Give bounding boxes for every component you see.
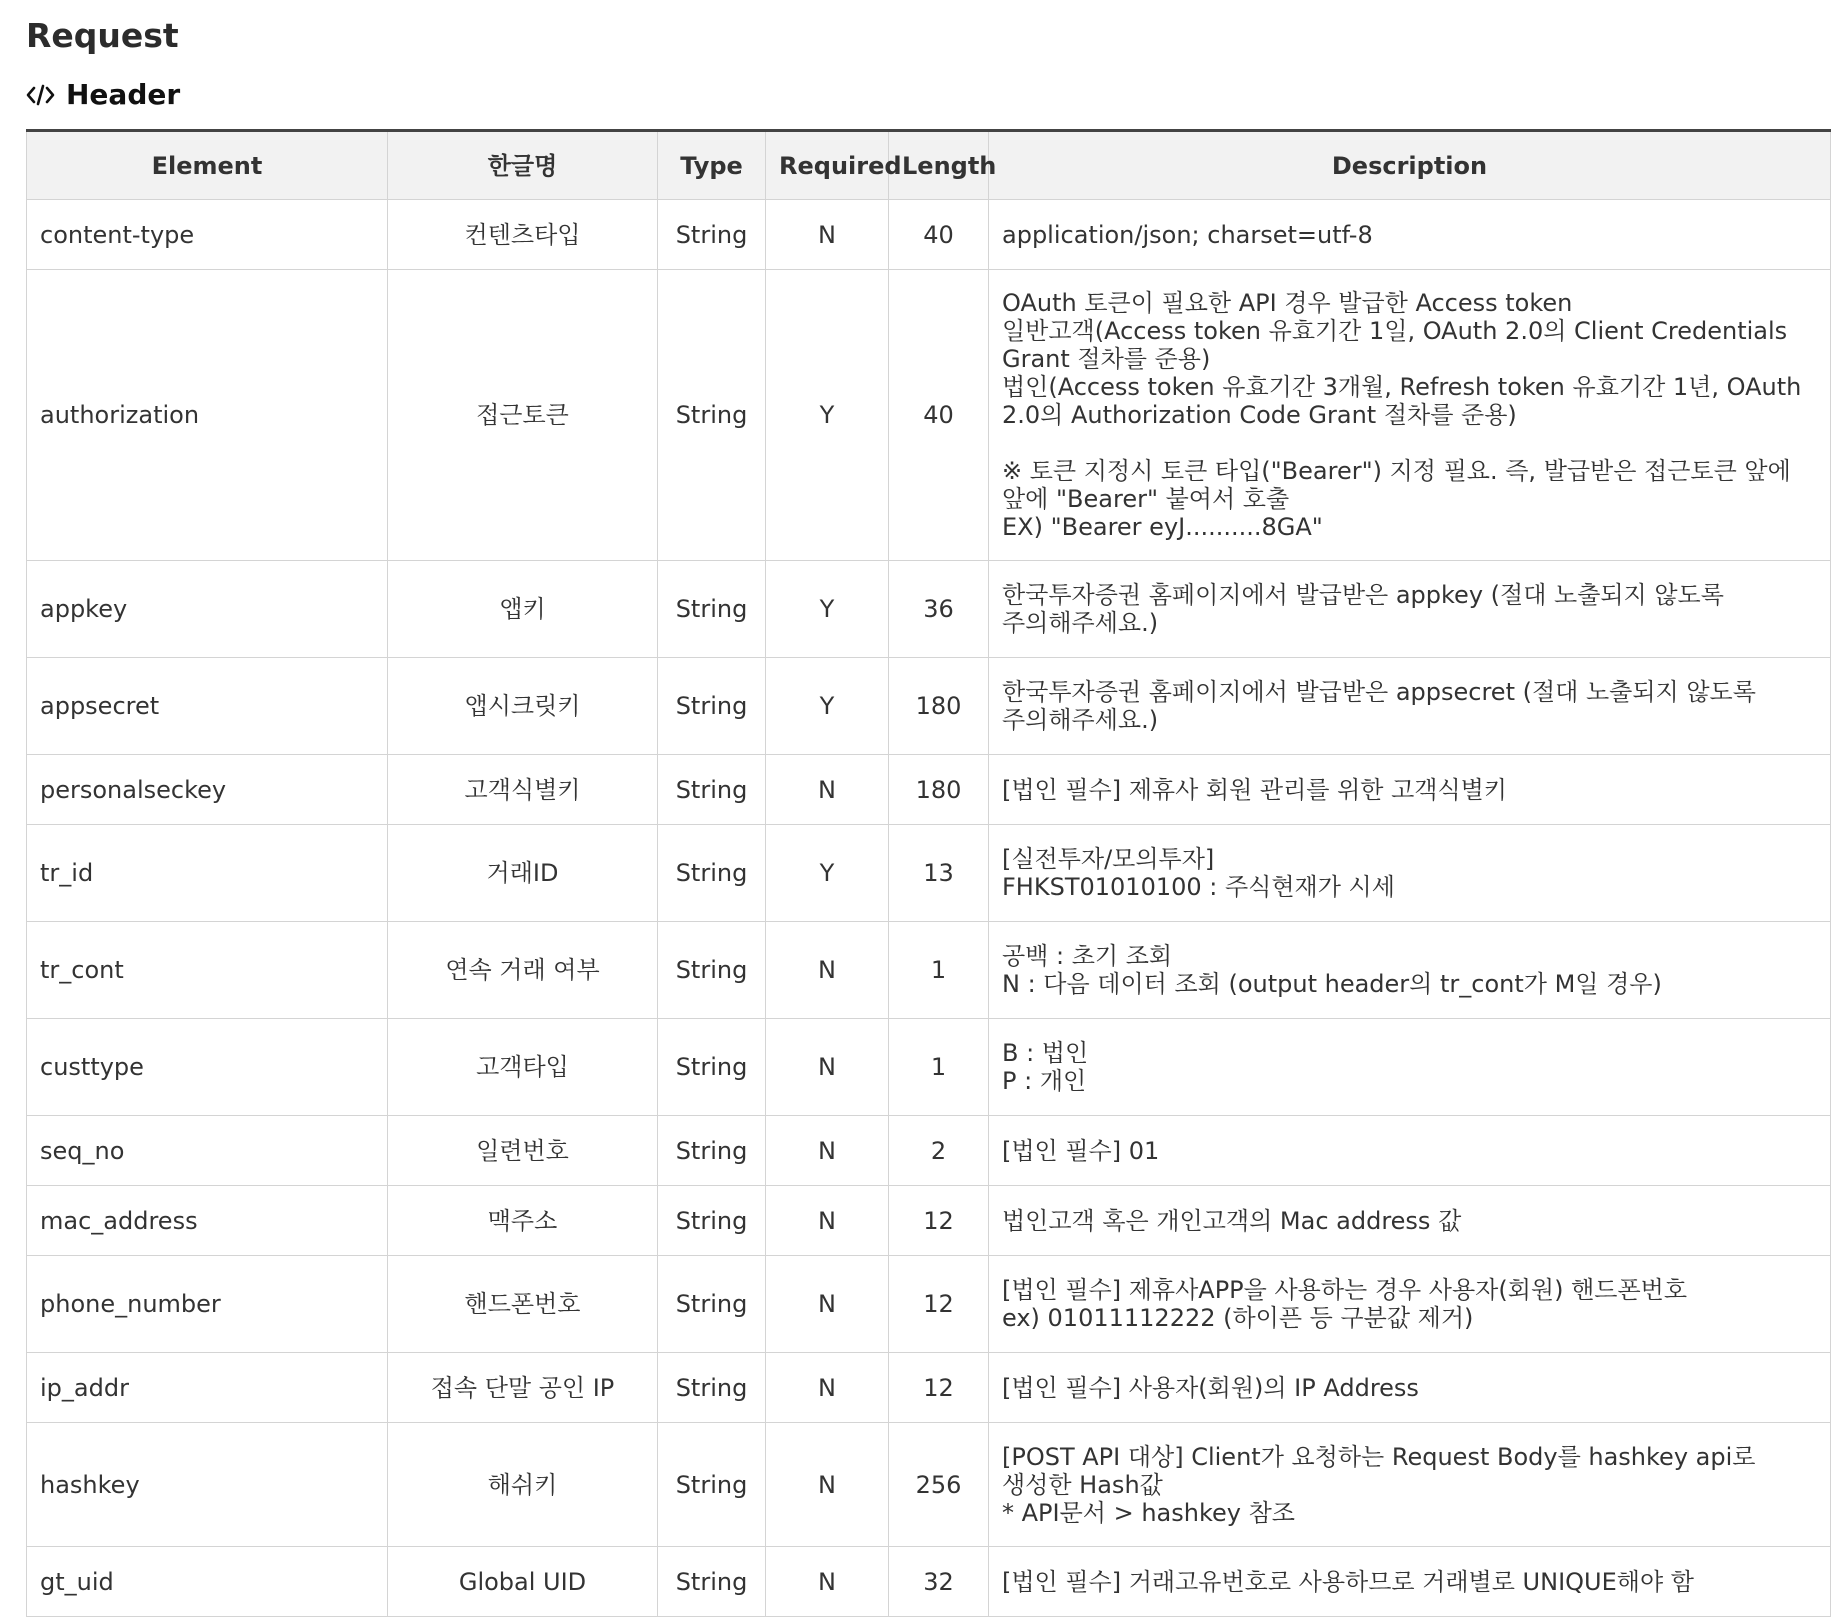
description-line: [법인 필수] 거래고유번호로 사용하므로 거래별로 UNIQUE해야 함 [1002, 1567, 1694, 1596]
description-line: N : 다음 데이터 조회 (output header의 tr_cont가 M일 경우) [1002, 970, 1662, 998]
cell-element: tr_cont [27, 922, 388, 1019]
page-title: Request [26, 16, 179, 55]
cell-element: appsecret [27, 658, 388, 755]
table-row [27, 270, 1831, 561]
cell-description [989, 561, 1831, 658]
cell-required: N [766, 1186, 889, 1256]
description-line: [법인 필수] 제휴사 회원 관리를 위한 고객식별키 [1002, 775, 1507, 804]
cell-required: N [766, 755, 889, 825]
cell-korean-name: Global UID [388, 1547, 658, 1617]
description-line: P : 개인 [1002, 1067, 1087, 1095]
section-title: Header [66, 78, 181, 111]
cell-length: 12 [889, 1353, 989, 1423]
description-line: ※ 토큰 지정시 토큰 타입("Bearer") 지정 필요. 즉, 발급받은 접근토큰 앞에 앞에 "Bearer" 붙여서 호출 [1002, 457, 1791, 513]
table-row [27, 922, 1831, 1019]
table-row [27, 658, 1831, 755]
cell-korean-name: 고객타입 [388, 1019, 658, 1116]
column-header-required: Required [766, 131, 889, 200]
cell-element: tr_id [27, 825, 388, 922]
cell-korean-name: 해쉬키 [388, 1423, 658, 1547]
cell-type: String [658, 1116, 766, 1186]
description-line: 일반고객(Access token 유효기간 1일, OAuth 2.0의 Client Credentials Grant 절차를 준용) [1002, 317, 1788, 373]
description-line: * API문서 > hashkey 참조 [1002, 1498, 1295, 1527]
cell-type: String [658, 658, 766, 755]
cell-element: seq_no [27, 1116, 388, 1186]
header-table [26, 129, 1831, 1617]
cell-length: 1 [889, 922, 989, 1019]
description-line: [법인 필수] 01 [1002, 1136, 1160, 1165]
cell-length: 180 [889, 755, 989, 825]
description-line: 공백 : 초기 조회 [1002, 942, 1173, 970]
cell-length: 32 [889, 1547, 989, 1617]
cell-type: String [658, 825, 766, 922]
table-row [27, 200, 1831, 270]
table-row [27, 1116, 1831, 1186]
code-icon [26, 84, 56, 106]
cell-required: N [766, 1353, 889, 1423]
cell-required: N [766, 1256, 889, 1353]
cell-element: personalseckey [27, 755, 388, 825]
cell-element: content-type [27, 200, 388, 270]
table-header-row [27, 131, 1831, 200]
description-line: 한국투자증권 홈페이지에서 발급받은 appkey (절대 노출되지 않도록 주의해주세요.) [1002, 581, 1724, 637]
table-row [27, 1423, 1831, 1547]
cell-element: authorization [27, 270, 388, 561]
table-row [27, 1547, 1831, 1617]
cell-korean-name: 핸드폰번호 [388, 1256, 658, 1353]
cell-element: gt_uid [27, 1547, 388, 1617]
description-line: OAuth 토큰이 필요한 API 경우 발급한 Access token [1002, 289, 1573, 317]
cell-required: Y [766, 561, 889, 658]
cell-length: 13 [889, 825, 989, 922]
column-header-description: Description [989, 131, 1831, 200]
cell-description [989, 1019, 1831, 1116]
cell-element: custtype [27, 1019, 388, 1116]
cell-description [989, 1423, 1831, 1547]
table-row [27, 1019, 1831, 1116]
description-line: [POST API 대상] Client가 요청하는 Request Body를 hashkey api로 생성한 Hash값 [1002, 1442, 1756, 1499]
cell-required: Y [766, 658, 889, 755]
cell-required: N [766, 200, 889, 270]
cell-type: String [658, 200, 766, 270]
cell-korean-name: 고객식별키 [388, 755, 658, 825]
cell-length: 40 [889, 270, 989, 561]
cell-korean-name: 연속 거래 여부 [388, 922, 658, 1019]
cell-type: String [658, 1353, 766, 1423]
table-row [27, 1256, 1831, 1353]
cell-required: N [766, 1423, 889, 1547]
description-line: [법인 필수] 사용자(회원)의 IP Address [1002, 1373, 1419, 1402]
cell-description [989, 825, 1831, 922]
cell-korean-name: 앱시크릿키 [388, 658, 658, 755]
table-row [27, 1353, 1831, 1423]
cell-type: String [658, 755, 766, 825]
column-header-length: Length [889, 131, 989, 200]
cell-element: mac_address [27, 1186, 388, 1256]
cell-length: 36 [889, 561, 989, 658]
cell-length: 2 [889, 1116, 989, 1186]
cell-required: N [766, 1019, 889, 1116]
cell-length: 12 [889, 1186, 989, 1256]
table-body [27, 200, 1831, 1617]
cell-type: String [658, 1186, 766, 1256]
description-line: FHKST01010100 : 주식현재가 시세 [1002, 873, 1395, 901]
cell-length: 256 [889, 1423, 989, 1547]
cell-required: Y [766, 825, 889, 922]
description-line: 법인고객 혹은 개인고객의 Mac address 값 [1002, 1206, 1462, 1235]
description-line: [실전투자/모의투자] [1002, 845, 1215, 873]
cell-description [989, 1547, 1831, 1617]
description-line: [법인 필수] 제휴사APP을 사용하는 경우 사용자(회원) 핸드폰번호 [1002, 1276, 1688, 1304]
cell-type: String [658, 561, 766, 658]
column-header-element: Element [27, 131, 388, 200]
description-line: B : 법인 [1002, 1039, 1089, 1067]
cell-korean-name: 거래ID [388, 825, 658, 922]
cell-element: ip_addr [27, 1353, 388, 1423]
table-row [27, 1186, 1831, 1256]
cell-description [989, 1116, 1831, 1186]
column-header-type: Type [658, 131, 766, 200]
cell-description [989, 922, 1831, 1019]
cell-length: 12 [889, 1256, 989, 1353]
cell-required: N [766, 1547, 889, 1617]
cell-element: appkey [27, 561, 388, 658]
cell-description [989, 270, 1831, 561]
cell-korean-name: 앱키 [388, 561, 658, 658]
cell-description [989, 1186, 1831, 1256]
cell-description [989, 1256, 1831, 1353]
cell-korean-name: 접속 단말 공인 IP [388, 1353, 658, 1423]
cell-korean-name: 컨텐츠타입 [388, 200, 658, 270]
table-row [27, 755, 1831, 825]
cell-type: String [658, 1547, 766, 1617]
description-line: 한국투자증권 홈페이지에서 발급받은 appsecret (절대 노출되지 않도록 주의해주세요.) [1002, 678, 1756, 734]
cell-required: Y [766, 270, 889, 561]
description-line: application/json; charset=utf-8 [1002, 220, 1373, 249]
cell-length: 180 [889, 658, 989, 755]
cell-required: N [766, 922, 889, 1019]
cell-description [989, 200, 1831, 270]
description-line: EX) "Bearer eyJ..........8GA" [1002, 513, 1323, 541]
cell-description [989, 755, 1831, 825]
cell-description [989, 658, 1831, 755]
cell-type: String [658, 1019, 766, 1116]
section-header [26, 78, 1830, 112]
description-line: ex) 01011112222 (하이픈 등 구분값 제거) [1002, 1304, 1474, 1332]
cell-description [989, 1353, 1831, 1423]
table-row [27, 825, 1831, 922]
cell-element: phone_number [27, 1256, 388, 1353]
cell-type: String [658, 1256, 766, 1353]
cell-korean-name: 맥주소 [388, 1186, 658, 1256]
cell-type: String [658, 922, 766, 1019]
table-row [27, 561, 1831, 658]
cell-element: hashkey [27, 1423, 388, 1547]
cell-type: String [658, 270, 766, 561]
cell-length: 40 [889, 200, 989, 270]
description-line [1002, 429, 1817, 457]
cell-korean-name: 일련번호 [388, 1116, 658, 1186]
request-section [26, 0, 1830, 1617]
description-line: 법인(Access token 유효기간 3개월, Refresh token 유효기간 1년, OAuth 2.0의 Authorization Code Grant 절차를 준용) [1002, 373, 1802, 429]
column-header-korean-name: 한글명 [388, 131, 658, 200]
cell-required: N [766, 1116, 889, 1186]
cell-length: 1 [889, 1019, 989, 1116]
cell-korean-name: 접근토큰 [388, 270, 658, 561]
cell-type: String [658, 1423, 766, 1547]
